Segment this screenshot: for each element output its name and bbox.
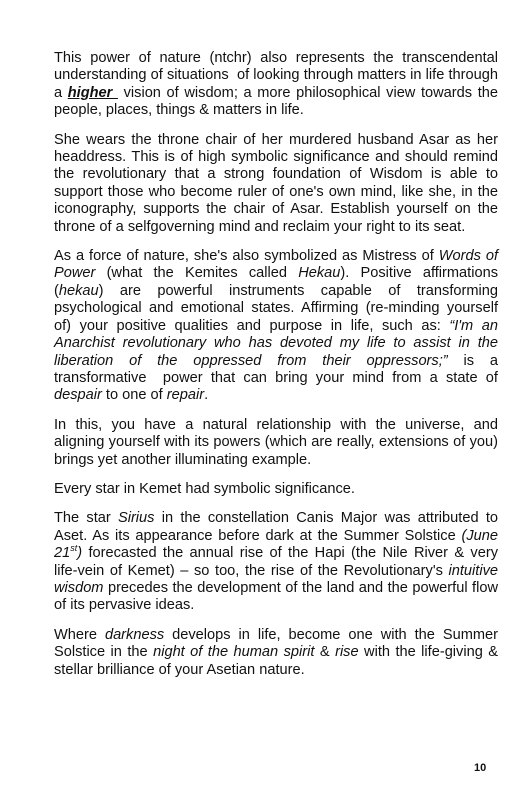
page-body — [54, 50, 507, 691]
paragraph-7: Where darkness develops in life, become one with the Summer Solstice in the night of the human spirit & rise with the life-giving & stellar brilliance of your Asetian nature. — [54, 626, 503, 678]
page-number: 10 — [474, 762, 487, 774]
paragraph-6: The star Sirius in the constellation Canis Major was attributed to Aset. As its appearance before dark at the Summer Solstice (June 21st) forecasted the annual rise of the Hapi (the Nile River & very life-vein of Kemet) – so too, the rise of the Revolutionary's intuitive wisdom precedes the development of the land and the powerful flow of its pervasive ideas. — [54, 510, 503, 614]
paragraph-3: As a force of nature, she's also symbolized as Mistress of Words of Power (what the Kemites called Hekau). Positive affirmations (hekau) are powerful instruments capable of transforming psychological and emotional states. Affirming (re-minding yourself of) your positive qualities and purpose in life, such as: “I'm an Anarchist revolutionary who has devoted my life to assist in the liberation of the oppressed from their oppressors;” is a transformative power that can bring your mind from a state of despair to one of repair. — [54, 248, 503, 404]
paragraph-1: This power of nature (ntchr) also represents the transcendental understanding of situations of looking through matters in life through a higher vision of wisdom; a more philosophical view towards the people, places, things & matters in life. — [54, 50, 503, 119]
paragraph-2: She wears the throne chair of her murdered husband Asar as her headdress. This is of high symbolic significance and should remind the revolutionary that a strong foundation of Wisdom is able to support those who become ruler of one's own mind, like she, in the iconography, supports the chair of Asar. Establish yourself on the throne of a selfgoverning mind and reclaim your right to its seat. — [54, 131, 507, 235]
paragraph-5: Every star in Kemet had symbolic significance. — [54, 480, 355, 497]
paragraph-4: In this, you have a natural relationship with the universe, and aligning yourself with its powers (which are really, extensions of you) brings yet another illuminating example. — [54, 416, 503, 468]
